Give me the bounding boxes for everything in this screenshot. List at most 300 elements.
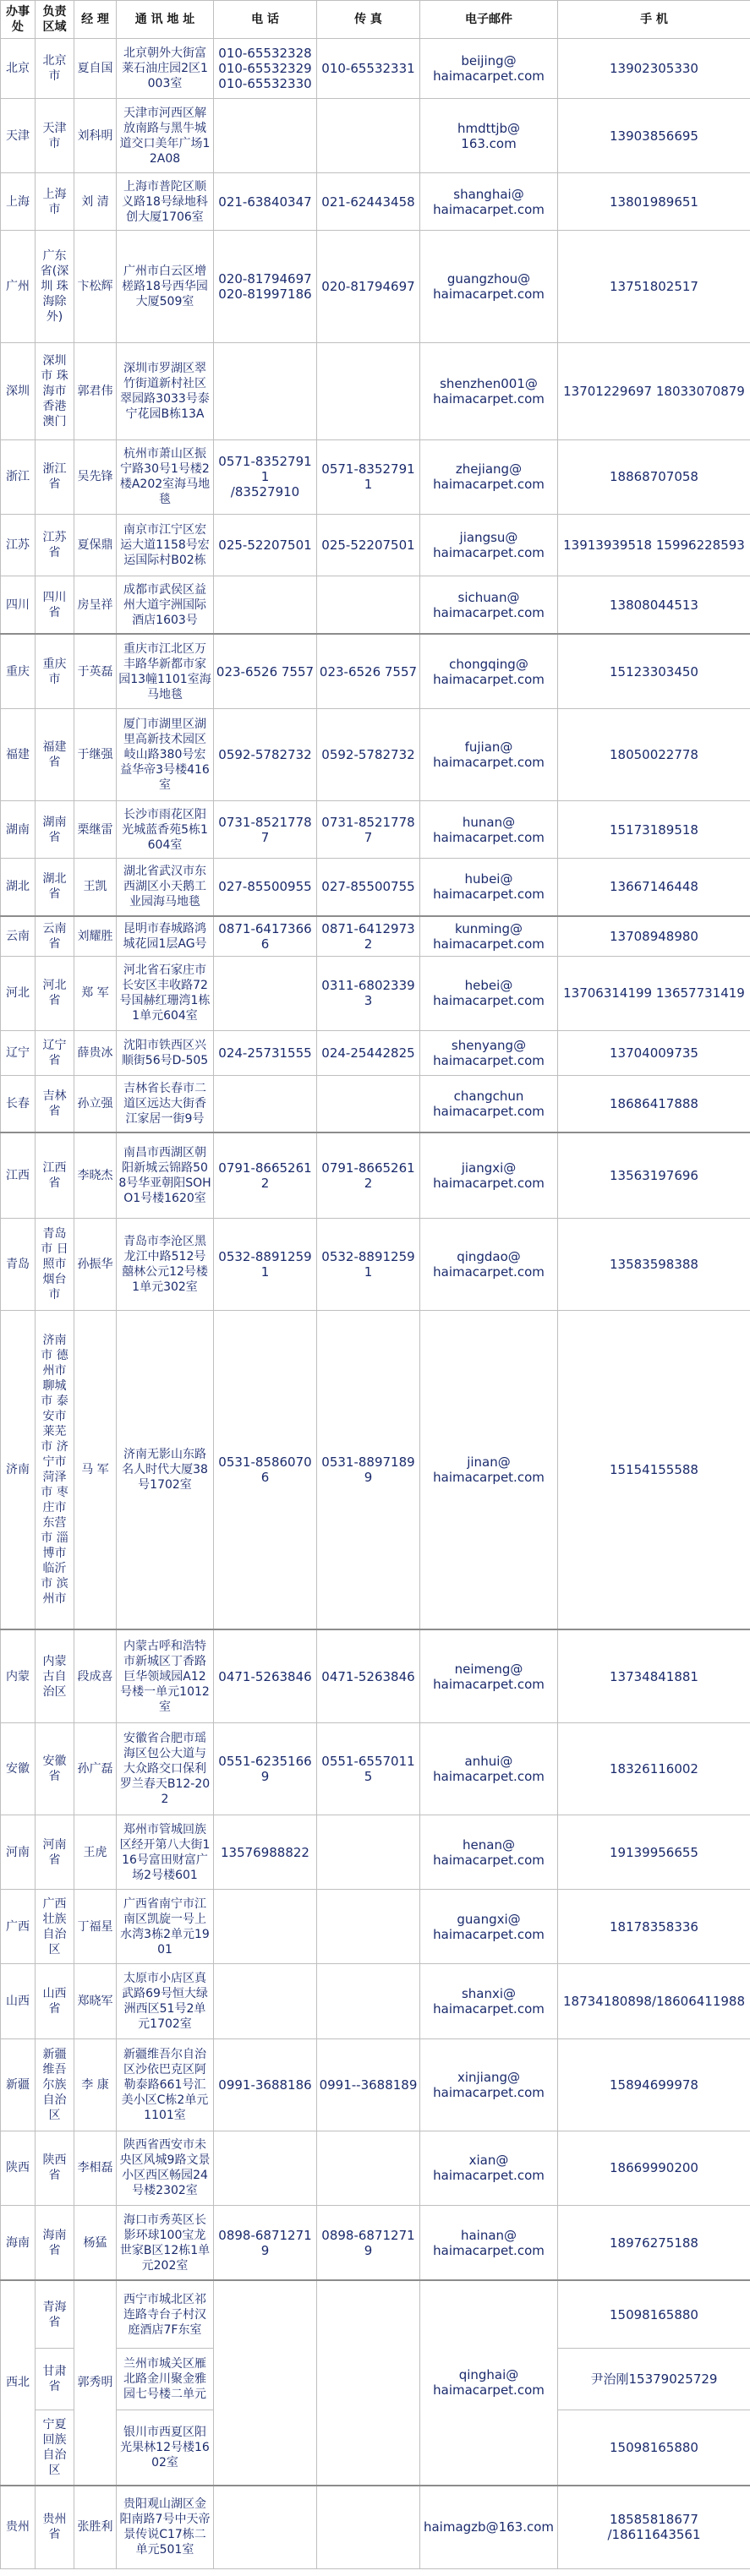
address-cell: 长沙市雨花区阳光城蓝香苑5栋1604室 <box>117 801 214 859</box>
email-cell-line: haimacarpet.com <box>433 2242 545 2258</box>
email-cell <box>420 1310 558 1629</box>
address-cell: 成都市武侯区益州大道宇洲国际酒店1603号 <box>117 576 214 634</box>
table-row <box>1 1629 750 1722</box>
region-cell: 河南省 <box>36 1815 74 1889</box>
table-row <box>1 858 750 915</box>
fax-cell-line: 025-52207501 <box>321 538 415 554</box>
phone-cell <box>214 1075 317 1132</box>
fax-cell-line: 0871-64129732 <box>321 920 415 952</box>
header-region: 负责区域 <box>36 1 74 39</box>
mobile-cell <box>558 2205 750 2280</box>
region-cell: 青岛市 日照市 烟台市 <box>36 1218 74 1310</box>
fax-cell <box>317 1629 420 1722</box>
phone-cell <box>214 2131 317 2205</box>
region-cell: 甘肃省 <box>36 2348 74 2410</box>
mobile-cell-line: 18976275188 <box>610 2235 698 2251</box>
fax-cell <box>317 2280 420 2485</box>
mobile-cell <box>558 1815 750 1889</box>
table-row <box>1 439 750 514</box>
mobile-cell <box>558 2410 750 2486</box>
header-address: 通 讯 地 址 <box>117 1 214 39</box>
phone-cell <box>214 2038 317 2131</box>
email-cell-line: haimacarpet.com <box>433 1926 545 1942</box>
email-cell-line: haimacarpet.com <box>433 2168 545 2184</box>
address-cell: 西宁市城北区祁连路寺台子村汉庭酒店7F东室 <box>117 2280 214 2348</box>
email-cell <box>420 173 558 231</box>
phone-cell <box>214 801 317 859</box>
mobile-cell-line: 13801989651 <box>610 194 698 210</box>
manager-cell: 郑晓军 <box>74 1964 117 2038</box>
email-cell-line: haimacarpet.com <box>433 1263 545 1280</box>
email-cell-line: haimacarpet.com <box>433 1676 545 1692</box>
region-cell: 济南市 德州市 聊城市 泰安市 莱芜市 济宁市 菏泽市 枣庄市 东营市 淄博市 临沂市 滨州市 <box>36 1310 74 1629</box>
phone-cell <box>214 230 317 342</box>
phone-cell <box>214 1310 317 1629</box>
mobile-cell-line: 19139956655 <box>610 1844 698 1860</box>
mobile-cell-line: 尹治刚15379025729 <box>590 2371 718 2388</box>
email-cell-line: xinjiang@ <box>457 2069 521 2085</box>
phone-cell <box>214 1815 317 1889</box>
email-cell-line: sichuan@ <box>457 589 520 605</box>
email-cell <box>420 99 558 173</box>
email-cell-line: haimacarpet.com <box>433 286 545 302</box>
phone-cell <box>214 39 317 99</box>
mobile-cell <box>558 1075 750 1132</box>
email-cell-line: anhui@ <box>464 1753 513 1769</box>
region-cell: 内蒙古自治区 <box>36 1629 74 1722</box>
office-cell: 深圳 <box>1 342 36 439</box>
email-cell-line: haimacarpet.com <box>433 755 545 771</box>
mobile-cell-line: 15098165880 <box>610 2306 698 2322</box>
table-body <box>1 39 750 2569</box>
phone-cell <box>214 514 317 576</box>
fax-cell-line: 0791-86652612 <box>321 1160 415 1191</box>
table-row <box>1 1815 750 1889</box>
address-cell: 济南无影山东路名人时代大厦38号1702室 <box>117 1310 214 1629</box>
phone-cell <box>214 173 317 231</box>
office-cell: 河南 <box>1 1815 36 1889</box>
email-cell-line: jiangxi@ <box>461 1160 517 1176</box>
manager-cell: 刘 清 <box>74 173 117 231</box>
manager-cell: 卞松辉 <box>74 230 117 342</box>
table-row <box>1 1218 750 1310</box>
mobile-cell-line: 13708948980 <box>610 928 698 944</box>
office-cell: 长春 <box>1 1075 36 1132</box>
table-row <box>1 634 750 709</box>
region-cell: 安徽省 <box>36 1722 74 1815</box>
email-cell-line: haimacarpet.com <box>433 993 545 1009</box>
region-cell: 上海市 <box>36 173 74 231</box>
email-cell <box>420 916 558 957</box>
table-row <box>1 514 750 576</box>
region-cell: 宁夏回族自治区 <box>36 2410 74 2486</box>
office-cell: 内蒙 <box>1 1629 36 1722</box>
table-row <box>1 2486 750 2569</box>
mobile-cell-line: 13903856695 <box>610 128 698 144</box>
region-cell: 山西省 <box>36 1964 74 2038</box>
phone-cell-line: 025-52207501 <box>218 538 312 554</box>
mobile-cell <box>558 2131 750 2205</box>
manager-cell: 于英磊 <box>74 634 117 709</box>
manager-cell: 吴先锋 <box>74 439 117 514</box>
mobile-cell-line: 18734180898/18606411988 <box>562 1994 745 2010</box>
phone-cell-line: 020-81794697 <box>218 270 312 287</box>
mobile-cell-line: 18868707058 <box>610 469 698 485</box>
fax-cell-line: 020-81794697 <box>321 278 415 294</box>
mobile-cell-line: 13706314199 13657731419 <box>563 985 745 1001</box>
region-cell: 吉林省 <box>36 1075 74 1132</box>
email-cell <box>420 1964 558 2038</box>
email-cell-line: chongqing@ <box>449 656 528 672</box>
phone-cell-line: 010-65532329 <box>218 61 312 77</box>
office-cell: 新疆 <box>1 2038 36 2131</box>
mobile-cell <box>558 1722 750 1815</box>
email-cell <box>420 1629 558 1722</box>
fax-cell <box>317 1030 420 1075</box>
mobile-cell <box>558 2348 750 2410</box>
mobile-cell <box>558 230 750 342</box>
manager-cell: 孙广磊 <box>74 1722 117 1815</box>
table-row <box>1 1132 750 1218</box>
mobile-cell-line: 13913939518 15996228593 <box>563 538 745 554</box>
mobile-cell <box>558 2280 750 2348</box>
email-cell-line: guangzhou@ <box>446 270 531 287</box>
email-cell-line: hebei@ <box>464 978 513 994</box>
address-cell: 重庆市江北区万丰路华新都市家园13幢1101室海马地毯 <box>117 634 214 709</box>
phone-cell-line: 0871-64173666 <box>218 920 312 952</box>
email-cell-line: haimacarpet.com <box>433 390 545 407</box>
address-cell: 北京朝外大街富莱石油庄园2区1003室 <box>117 39 214 99</box>
mobile-cell <box>558 439 750 514</box>
mobile-cell <box>558 1629 750 1722</box>
email-cell-line: jiangsu@ <box>459 530 518 546</box>
address-cell: 天津市河西区解放南路与黑牛城道交口美年广场12A08 <box>117 99 214 173</box>
address-cell: 昆明市春城路鸿城花园1层AG号 <box>117 916 214 957</box>
table-row <box>1 39 750 99</box>
manager-cell: 孙振华 <box>74 1218 117 1310</box>
mobile-cell <box>558 801 750 859</box>
manager-cell: 刘科明 <box>74 99 117 173</box>
mobile-cell <box>558 709 750 801</box>
table-row <box>1 173 750 231</box>
header-phone: 电 话 <box>214 1 317 39</box>
phone-cell-line: 024-25731555 <box>218 1045 312 1061</box>
phone-cell-line: 0731-85217787 <box>218 814 312 845</box>
office-cell: 四川 <box>1 576 36 634</box>
address-cell: 兰州市城关区雁北路金川聚金雅园七号楼二单元 <box>117 2348 214 2410</box>
manager-cell: 郭君伟 <box>74 342 117 439</box>
region-cell: 青海省 <box>36 2280 74 2348</box>
address-cell: 吉林省长春市二道区远达大街香江家居一街9号 <box>117 1075 214 1132</box>
table-row <box>1 801 750 859</box>
office-cell: 海南 <box>1 2205 36 2280</box>
address-cell: 河北省石家庄市长安区丰收路72号国赫红珊湾1栋1单元604室 <box>117 956 214 1030</box>
manager-cell: 房呈祥 <box>74 576 117 634</box>
address-cell: 内蒙古呼和浩特市新城区丁香路巨华领域园A12号楼一单元1012室 <box>117 1629 214 1722</box>
manager-cell: 夏保鼎 <box>74 514 117 576</box>
table-row <box>1 576 750 634</box>
email-cell <box>420 514 558 576</box>
email-cell-line: qingdao@ <box>457 1248 521 1264</box>
mobile-cell <box>558 1132 750 1218</box>
email-cell-line: haimacarpet.com <box>433 829 545 845</box>
phone-cell <box>214 1132 317 1218</box>
phone-cell <box>214 709 317 801</box>
address-cell: 杭州市萧山区振宁路30号1号楼2楼A202室海马地毯 <box>117 439 214 514</box>
table-row <box>1 2205 750 2280</box>
email-cell-line: haimacarpet.com <box>433 936 545 952</box>
email-cell <box>420 342 558 439</box>
manager-cell: 李 康 <box>74 2038 117 2131</box>
header-manager: 经 理 <box>74 1 117 39</box>
email-cell-line: shanxi@ <box>461 1986 517 2002</box>
mobile-cell-line: 13902305330 <box>610 61 698 77</box>
fax-cell <box>317 1815 420 1889</box>
region-cell: 新疆维吾尔族自治区 <box>36 2038 74 2131</box>
region-cell: 广西壮族自治区 <box>36 1890 74 1964</box>
fax-cell <box>317 1722 420 1815</box>
region-cell: 浙江省 <box>36 439 74 514</box>
region-cell: 江西省 <box>36 1132 74 1218</box>
table-header-row <box>1 1 750 39</box>
fax-cell <box>317 709 420 801</box>
email-cell-line: haimacarpet.com <box>433 201 545 217</box>
phone-cell-line: 0592-5782732 <box>218 747 312 763</box>
email-cell-line: haimacarpet.com <box>433 545 545 561</box>
office-cell: 天津 <box>1 99 36 173</box>
email-cell <box>420 2486 558 2569</box>
email-cell <box>420 2205 558 2280</box>
email-cell-line: haimacarpet.com <box>433 887 545 903</box>
address-cell: 南昌市西湖区朝阳新城云锦路508号华亚朝阳SOHO1号楼1620室 <box>117 1132 214 1218</box>
mobile-cell <box>558 173 750 231</box>
office-cell: 山西 <box>1 1964 36 2038</box>
manager-cell: 栗继雷 <box>74 801 117 859</box>
manager-cell: 王凯 <box>74 858 117 915</box>
email-cell-line: hubei@ <box>464 871 513 887</box>
email-cell <box>420 576 558 634</box>
mobile-cell-line: 15154155588 <box>610 1462 698 1477</box>
fax-cell-line: 023-6526 7557 <box>319 663 418 679</box>
mobile-cell-line: 13667146448 <box>610 879 698 895</box>
manager-cell: 丁福星 <box>74 1890 117 1964</box>
address-cell: 陕西省西安市未央区风城9路文景小区西区畅园24号楼2302室 <box>117 2131 214 2205</box>
address-cell: 广州市白云区增槎路18号西华园大厦509室 <box>117 230 214 342</box>
mobile-cell <box>558 39 750 99</box>
region-cell: 深圳市 珠海市 香港 澳门 <box>36 342 74 439</box>
fax-cell-line: 024-25442825 <box>321 1045 415 1061</box>
email-cell-line: haimacarpet.com <box>433 477 545 493</box>
address-cell: 新疆维吾尔自治区沙依巴克区阿勒泰路661号汇美小区C栋2单元1101室 <box>117 2038 214 2131</box>
email-cell-line: hunan@ <box>462 814 516 830</box>
address-cell: 厦门市湖里区湖里高新技术园区岐山路380号宏益华帝3号楼416室 <box>117 709 214 801</box>
mobile-cell <box>558 1890 750 1964</box>
email-cell-line: xian@ <box>468 2153 509 2169</box>
phone-cell <box>214 2280 317 2485</box>
region-cell: 陕西省 <box>36 2131 74 2205</box>
office-cell: 陕西 <box>1 2131 36 2205</box>
region-cell: 河北省 <box>36 956 74 1030</box>
fax-cell <box>317 801 420 859</box>
office-cell: 云南 <box>1 916 36 957</box>
phone-cell <box>214 916 317 957</box>
email-cell-line: haimacarpet.com <box>433 1768 545 1784</box>
region-cell: 辽宁省 <box>36 1030 74 1075</box>
address-cell: 深圳市罗湖区翠竹街道新村社区翠园路3033号泰宁花园B栋13A <box>117 342 214 439</box>
email-cell-line: haimacarpet.com <box>433 2382 545 2399</box>
email-cell <box>420 1132 558 1218</box>
fax-cell-line: 0531-88971899 <box>321 1454 415 1485</box>
email-cell-line: haimagzb@163.com <box>423 2519 555 2535</box>
region-cell: 天津市 <box>36 99 74 173</box>
region-cell: 湖北省 <box>36 858 74 915</box>
mobile-cell <box>558 99 750 173</box>
table-row <box>1 2131 750 2205</box>
fax-cell <box>317 1132 420 1218</box>
fax-cell-line: 027-85500755 <box>321 879 415 895</box>
phone-cell <box>214 2486 317 2569</box>
email-cell <box>420 1030 558 1075</box>
phone-cell-line: 0531-85860706 <box>218 1454 312 1485</box>
phone-cell-line: 0571-83527911 <box>218 454 312 485</box>
address-cell: 贵阳观山湖区金阳南路7号中天帝景传说C17栋二单元501室 <box>117 2486 214 2569</box>
office-cell: 贵州 <box>1 2486 36 2569</box>
phone-cell-line: 0991-3688186 <box>218 2077 312 2093</box>
email-cell-line: jinan@ <box>467 1454 511 1470</box>
fax-cell <box>317 1075 420 1132</box>
fax-cell <box>317 956 420 1030</box>
phone-cell <box>214 576 317 634</box>
office-cell: 西北 <box>1 2280 36 2485</box>
phone-cell <box>214 1890 317 1964</box>
mobile-cell-line: 15173189518 <box>610 821 698 838</box>
office-cell: 上海 <box>1 173 36 231</box>
mobile-cell <box>558 634 750 709</box>
office-cell: 重庆 <box>1 634 36 709</box>
mobile-cell-line: 15098165880 <box>610 2439 698 2455</box>
phone-cell <box>214 1629 317 1722</box>
email-cell <box>420 956 558 1030</box>
email-cell-line: beijing@ <box>461 53 517 69</box>
table-row <box>1 1075 750 1132</box>
header-email: 电子邮件 <box>420 1 558 39</box>
email-cell <box>420 801 558 859</box>
email-cell-line: qinghai@ <box>458 2367 519 2383</box>
email-cell-line: haimacarpet.com <box>433 2001 545 2017</box>
mobile-cell <box>558 2486 750 2569</box>
phone-cell-line: 0791-86652612 <box>218 1160 312 1191</box>
fax-cell-line: 0571-83527911 <box>321 461 415 493</box>
table-row <box>1 230 750 342</box>
manager-cell: 薛贵冰 <box>74 1030 117 1075</box>
table-row <box>1 342 750 439</box>
address-cell: 广西省南宁市江南区凯旋一号上水湾3栋2单元1901 <box>117 1890 214 1964</box>
fax-cell <box>317 916 420 957</box>
fax-cell-line: 0991--3688189 <box>319 2077 418 2093</box>
region-cell: 贵州省 <box>36 2486 74 2569</box>
table-row <box>1 99 750 173</box>
mobile-cell-line: 13734841881 <box>610 1668 698 1684</box>
address-cell: 郑州市管城回族区经开第八大街116号富田财富广场2号楼601 <box>117 1815 214 1889</box>
mobile-cell-line: 18585818677 <box>610 2512 698 2528</box>
region-cell: 北京市 <box>36 39 74 99</box>
fax-cell-line: 0731-85217787 <box>321 814 415 845</box>
manager-cell: 段成喜 <box>74 1629 117 1722</box>
phone-cell-line: 0471-5263846 <box>218 1668 312 1684</box>
fax-cell <box>317 1964 420 2038</box>
table-row <box>1 1030 750 1075</box>
header-fax: 传 真 <box>317 1 420 39</box>
email-cell <box>420 634 558 709</box>
mobile-cell <box>558 342 750 439</box>
fax-cell-line: 0551-65570115 <box>321 1753 415 1784</box>
office-cell: 安徽 <box>1 1722 36 1815</box>
mobile-cell-line: 18178358336 <box>610 1918 698 1935</box>
address-cell: 银川市西夏区阳光果林12号楼1602室 <box>117 2410 214 2486</box>
email-cell-line: zhejiang@ <box>455 461 523 478</box>
table-row <box>1 916 750 957</box>
fax-cell <box>317 342 420 439</box>
fax-cell-line: 0471-5263846 <box>321 1668 415 1684</box>
email-cell <box>420 39 558 99</box>
header-office: 办事处 <box>1 1 36 39</box>
fax-cell-line: 0592-5782732 <box>321 747 415 763</box>
phone-cell-line: 010-65532328 <box>218 46 312 62</box>
phone-cell <box>214 956 317 1030</box>
region-cell: 广东省(深圳 珠海除外) <box>36 230 74 342</box>
mobile-cell-line: 13751802517 <box>610 278 698 294</box>
email-cell <box>420 2131 558 2205</box>
region-cell: 湖南省 <box>36 801 74 859</box>
phone-cell <box>214 439 317 514</box>
email-cell <box>420 1075 558 1132</box>
email-cell-line: haimacarpet.com <box>433 604 545 620</box>
office-cell: 辽宁 <box>1 1030 36 1075</box>
phone-cell-line: 0898-68712719 <box>218 2227 312 2258</box>
table-row <box>1 1964 750 2038</box>
mobile-cell-line: 18050022778 <box>610 747 698 763</box>
region-cell: 云南省 <box>36 916 74 957</box>
address-cell: 太原市小店区真武路69号恒大绿洲西区51号2单元1702室 <box>117 1964 214 2038</box>
email-cell-line: haimacarpet.com <box>433 1052 545 1068</box>
email-cell-line: guangxi@ <box>457 1911 521 1927</box>
email-cell <box>420 709 558 801</box>
email-cell-line: shanghai@ <box>453 186 524 202</box>
email-cell <box>420 439 558 514</box>
phone-cell <box>214 342 317 439</box>
address-cell: 上海市普陀区顺义路18号绿地科创大厦1706室 <box>117 173 214 231</box>
fax-cell <box>317 634 420 709</box>
fax-cell-line: 010-65532331 <box>321 61 415 77</box>
email-cell-line: henan@ <box>463 1836 515 1853</box>
manager-cell: 李相磊 <box>74 2131 117 2205</box>
mobile-cell-line: 13808044513 <box>610 597 698 613</box>
mobile-cell-line: 13701229697 18033070879 <box>563 383 745 399</box>
email-cell <box>420 2280 558 2485</box>
manager-cell: 张胜利 <box>74 2486 117 2569</box>
phone-cell-line: /83527910 <box>230 484 300 500</box>
fax-cell-line: 0532-88912591 <box>321 1248 415 1280</box>
address-cell: 青岛市李沧区黑龙江中路512号囍林公元12号楼1单元302室 <box>117 1218 214 1310</box>
manager-cell: 郑 军 <box>74 956 117 1030</box>
email-cell-line: haimacarpet.com <box>433 2084 545 2100</box>
region-cell: 福建省 <box>36 709 74 801</box>
phone-cell-line: 0532-88912591 <box>218 1248 312 1280</box>
email-cell-line: haimacarpet.com <box>433 1852 545 1868</box>
mobile-cell-line: 13583598388 <box>610 1256 698 1272</box>
fax-cell-line: 0898-68712719 <box>321 2227 415 2258</box>
phone-cell <box>214 99 317 173</box>
